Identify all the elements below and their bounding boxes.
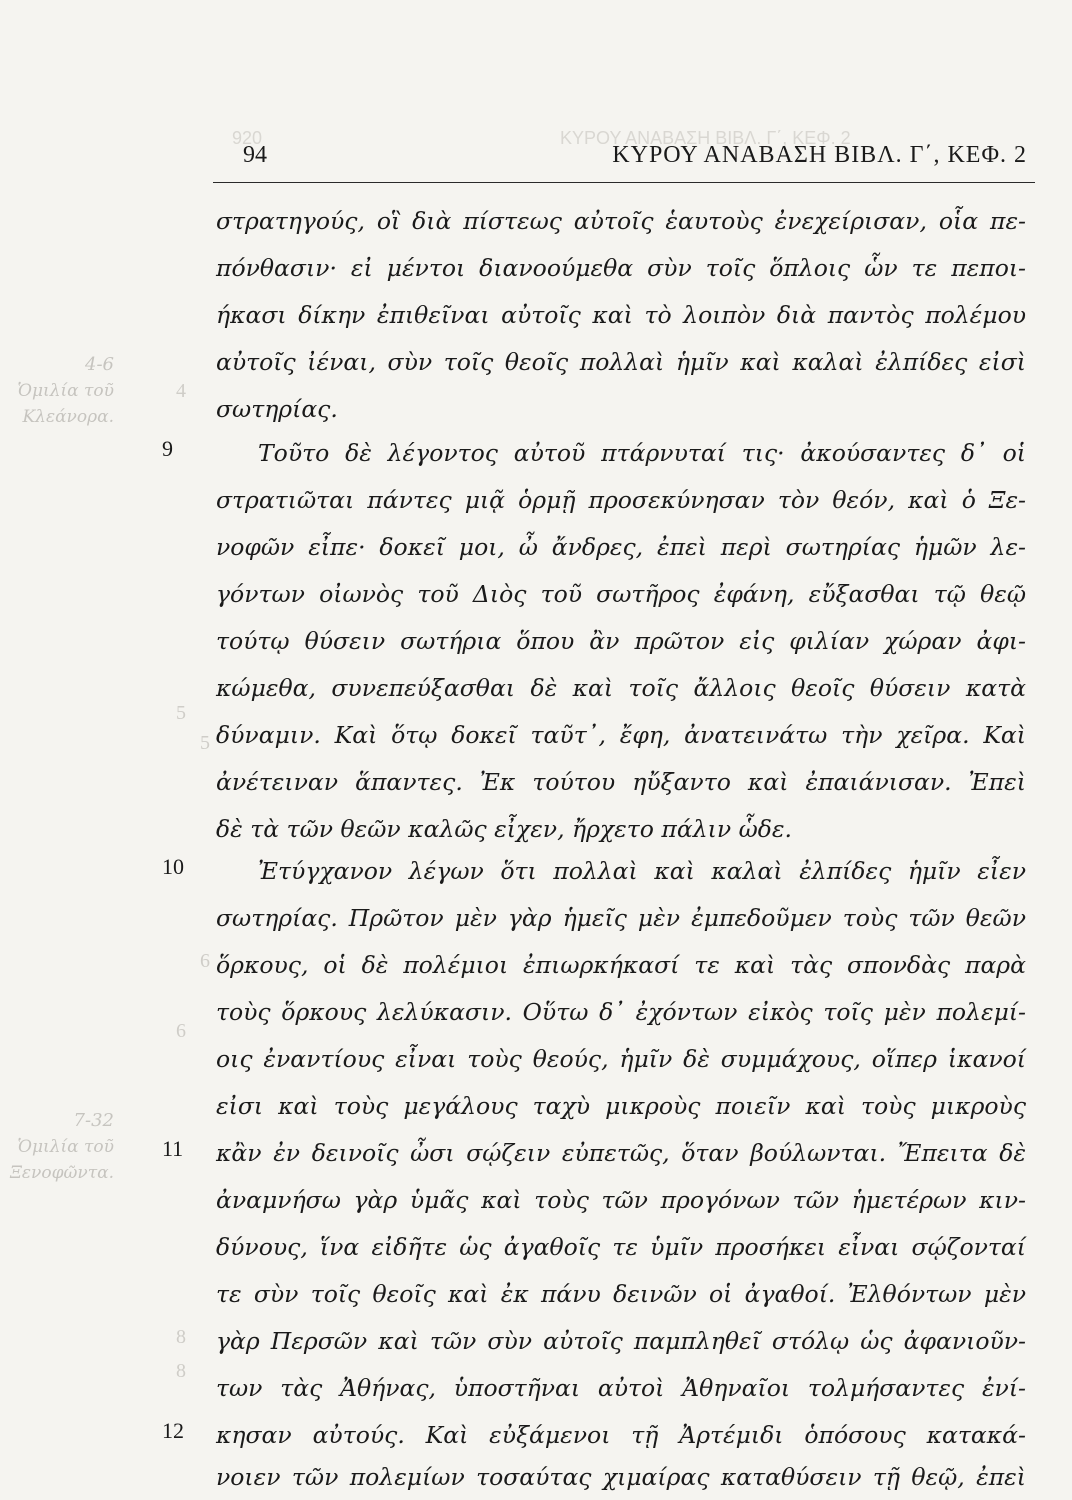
text-line: γὰρ Περσῶν καὶ τῶν σὺν αὐτοῖς παμπληθεῖ στόλῳ ὡς ἀφανιοῦν- (216, 1327, 1026, 1355)
margin-note-text: Ὁμιλία τοῦ Ξενοφῶντα. (9, 1137, 114, 1183)
text-line: πόνθασιν· εἰ μέντοι διανοούμεθα σὺν τοῖς ὅπλοις ὧν τε πεποι- (216, 254, 1026, 282)
bleed-through-number: 8 (176, 1326, 186, 1348)
bleed-through-page-number: 920 (232, 128, 263, 148)
text-line: κησαν αὐτούς. Καὶ εὐξάμενοι τῇ Ἀρτέμιδι ὁπόσους κατακά- (216, 1421, 1026, 1449)
bleed-through-number: 8 (176, 1360, 186, 1382)
running-header (213, 138, 1035, 183)
text-line: νοφῶν εἶπε· δοκεῖ μοι, ὦ ἄνδρες, ἐπεὶ περὶ σωτηρίας ἡμῶν λε- (216, 533, 1026, 561)
text-line: κώμεθα, συνεπεύξασθαι δὲ καὶ τοῖς ἄλλοις θεοῖς θύσειν κατὰ (216, 674, 1026, 702)
section-number: 12 (162, 1418, 184, 1443)
margin-note (4, 352, 114, 430)
text-line: Ἐτύγχανον λέγων ὅτι πολλαὶ καὶ καλαὶ ἐλπίδες ἡμῖν εἶεν (258, 857, 1026, 885)
bleed-through-number: 4 (176, 380, 186, 402)
text-line: ἀνέτειναν ἅπαντες. Ἐκ τούτου ηὔξαντο καὶ ἐπαιάνισαν. Ἐπεὶ (216, 768, 1026, 796)
text-line: τε σὺν τοῖς θεοῖς καὶ ἐκ πάνυ δεινῶν οἱ ἀγαθοί. Ἐλθόντων μὲν (216, 1280, 1026, 1308)
text-line: δύνους, ἵνα εἰδῆτε ὡς ἀγαθοῖς τε ὑμῖν προσήκει εἶναι σῴζονταί (216, 1233, 1026, 1261)
text-line: δύναμιν. Καὶ ὅτῳ δοκεῖ ταῦτ᾽, ἔφη, ἀνατεινάτω τὴν χεῖρα. Καὶ (216, 721, 1026, 749)
section-number: 11 (162, 1136, 184, 1161)
text-line: ήκασι δίκην ἐπιθεῖναι αὐτοῖς καὶ τὸ λοιπὸν διὰ παντὸς πολέμου (216, 301, 1026, 329)
text-line: σωτηρίας. Πρῶτον μὲν γὰρ ἡμεῖς μὲν ἐμπεδοῦμεν τοὺς τῶν θεῶν (216, 904, 1026, 932)
bleed-through-number: 5 (200, 732, 210, 754)
bleed-through-number: 5 (176, 702, 186, 724)
section-number: 10 (162, 854, 184, 879)
margin-note-range: 4-6 (85, 354, 114, 375)
bleed-through-number: 6 (200, 950, 210, 972)
text-line: τοὺς ὅρκους λελύκασιν. Οὕτω δ᾽ ἐχόντων εἰκὸς τοῖς μὲν πολεμί- (216, 998, 1026, 1026)
text-line: αὐτοῖς ἰέναι, σὺν τοῖς θεοῖς πολλαὶ ἡμῖν καὶ καλαὶ ἐλπίδες εἰσὶ (216, 348, 1026, 376)
bleed-through-number: 6 (176, 1020, 186, 1042)
text-line: στρατηγούς, οἳ διὰ πίστεως αὐτοῖς ἑαυτοὺς ἐνεχείρισαν, οἷα πε- (216, 207, 1026, 235)
bleed-through-header: ΚΥΡΟΥ ΑΝΑΒΑΣΗ ΒΙΒΛ. Γ΄, ΚΕΦ. 2 (560, 128, 851, 148)
text-line: των τὰς Ἀθήνας, ὑποστῆναι αὐτοὶ Ἀθηναῖοι τολμήσαντες ἐνί- (216, 1374, 1026, 1402)
text-line: οις ἐναντίους εἶναι τοὺς θεούς, ἡμῖν δὲ συμμάχους, οἵπερ ἱκανοί (216, 1045, 1026, 1073)
section-number: 9 (162, 436, 173, 461)
text-line: Τοῦτο δὲ λέγοντος αὐτοῦ πτάρνυταί τις· ἀκούσαντες δ᾽ οἱ (258, 439, 1026, 467)
page-number: 94 (243, 142, 267, 168)
margin-note-range: 7-32 (73, 1110, 114, 1131)
margin-note (4, 1108, 114, 1186)
text-line: σωτηρίας. (216, 395, 338, 423)
text-line: εἰσι καὶ τοὺς μεγάλους ταχὺ μικροὺς ποιεῖν καὶ τοὺς μικροὺς (216, 1092, 1026, 1120)
text-line: νοιεν τῶν πολεμίων τοσαύτας χιμαίρας καταθύσειν τῇ θεῷ, ἐπεὶ (216, 1463, 1026, 1491)
text-line: κἂν ἐν δεινοῖς ὦσι σῴζειν εὐπετῶς, ὅταν βούλωνται. Ἔπειτα δὲ (216, 1139, 1026, 1167)
text-line: γόντων οἰωνὸς τοῦ Διὸς τοῦ σωτῆρος ἐφάνη, εὔξασθαι τῷ θεῷ (216, 580, 1026, 608)
text-line: στρατιῶται πάντες μιᾷ ὁρμῇ προσεκύνησαν τὸν θεόν, καὶ ὁ Ξε- (216, 486, 1026, 514)
text-line: ὅρκους, οἱ δὲ πολέμιοι ἐπιωρκήκασί τε καὶ τὰς σπονδὰς παρὰ (216, 951, 1026, 979)
running-title: ΚΥΡΟΥ ΑΝΑΒΑΣΗ ΒΙΒΛ. Γ΄, ΚΕΦ. 2 (612, 142, 1027, 168)
text-line: ἀναμνήσω γὰρ ὑμᾶς καὶ τοὺς τῶν προγόνων τῶν ἡμετέρων κιν- (216, 1186, 1026, 1214)
text-line: τούτῳ θύσειν σωτήρια ὅπου ἂν πρῶτον εἰς φιλίαν χώραν ἀφι- (216, 627, 1026, 655)
text-line: δὲ τὰ τῶν θεῶν καλῶς εἶχεν, ἤρχετο πάλιν ὧδε. (216, 815, 792, 843)
margin-note-text: Ὁμιλία τοῦ Κλεάνορα. (17, 381, 114, 427)
